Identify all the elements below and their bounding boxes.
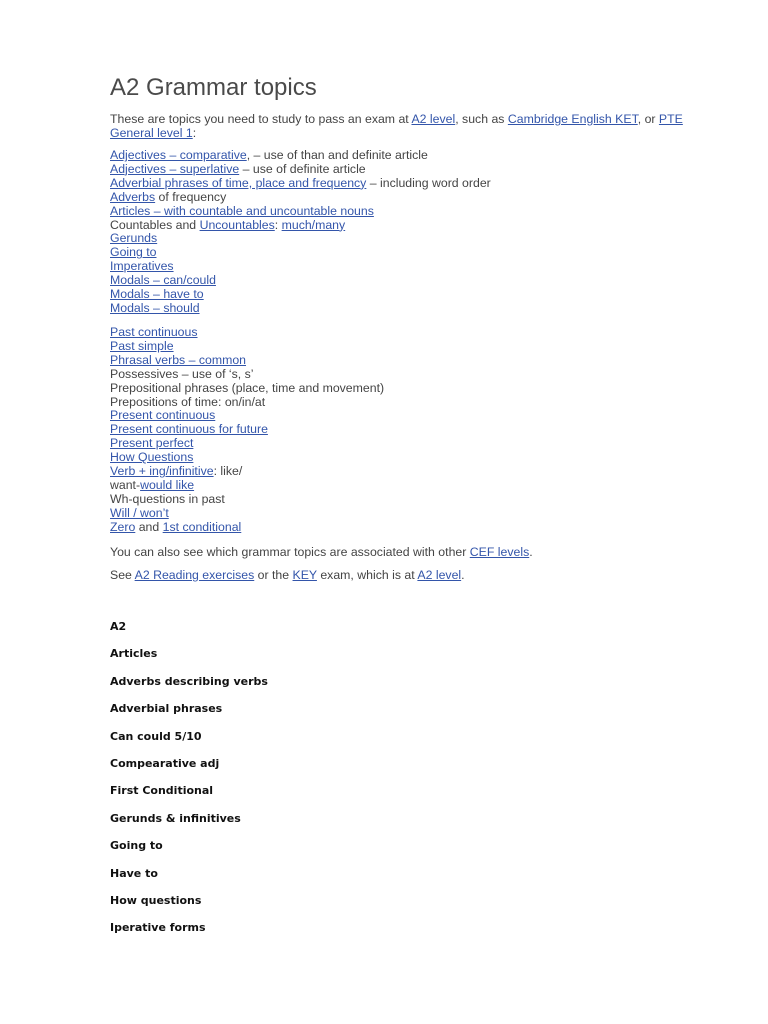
cef-levels-link[interactable]: CEF levels	[469, 545, 530, 559]
topic-item	[110, 177, 491, 191]
topic-text: and	[135, 519, 163, 534]
topic-item	[110, 409, 384, 423]
topic-link[interactable]: Modals – can/could	[110, 273, 216, 288]
topic-link[interactable]: Uncountables	[199, 217, 275, 232]
note-item: First Conditional	[110, 784, 214, 798]
topic-text: want-	[110, 477, 141, 492]
see-text: .	[461, 568, 465, 582]
topic-item	[110, 246, 491, 260]
topic-item	[110, 479, 384, 493]
topic-item	[110, 396, 384, 410]
cef-text: .	[529, 545, 533, 559]
topic-item	[110, 437, 384, 451]
topic-link[interactable]: Zero	[110, 519, 136, 534]
topic-item	[110, 260, 491, 274]
topic-link[interactable]: Going to	[110, 245, 157, 260]
intro-paragraph	[110, 112, 720, 140]
topic-link[interactable]: Adverbial phrases of time, place and frequency	[110, 175, 367, 190]
intro-text: These are topics you need to study to pass an exam at	[110, 112, 412, 126]
topic-item	[110, 288, 491, 302]
topic-item	[110, 163, 491, 177]
topic-item	[110, 326, 384, 340]
notes-list	[110, 620, 268, 949]
topic-link[interactable]: Present perfect	[110, 436, 194, 451]
topic-text: :	[274, 217, 282, 232]
topic-link[interactable]: Gerunds	[110, 231, 158, 246]
topic-link[interactable]: Modals – should	[110, 300, 200, 315]
topic-text: , – use of than and definite article	[246, 148, 428, 162]
see-paragraph	[110, 568, 465, 582]
topic-item	[110, 423, 384, 437]
topic-text: Possessives – use of ‘s, s’	[110, 366, 254, 381]
topic-link[interactable]: Will / won’t	[110, 505, 169, 520]
intro-text: , or	[637, 112, 659, 126]
cef-text: You can also see which grammar topics are associated with other	[110, 545, 470, 559]
topic-link[interactable]: Verb + ing/infinitive	[110, 464, 214, 479]
topic-item	[110, 274, 491, 288]
note-item: Adverbs describing verbs	[110, 674, 268, 688]
topic-text: Prepositional phrases (place, time and movement)	[110, 380, 385, 395]
topic-item	[110, 465, 384, 479]
topic-text: – including word order	[366, 175, 491, 190]
note-item: Can could 5/10	[110, 729, 202, 743]
topic-list-1	[110, 149, 491, 316]
see-text: or the	[254, 568, 293, 582]
topic-link[interactable]: Modals – have to	[110, 287, 204, 302]
a2-level-link-2[interactable]: A2 level	[417, 568, 462, 582]
note-item: Going to	[110, 839, 163, 853]
topic-item	[110, 149, 491, 163]
topic-item	[110, 354, 384, 368]
intro-text: :	[192, 126, 197, 140]
topic-text: Countables and	[110, 217, 200, 232]
topic-text: Wh-questions in past	[110, 491, 225, 506]
see-text: exam, which is at	[316, 568, 418, 582]
topic-item	[110, 507, 384, 521]
key-link[interactable]: KEY	[292, 568, 317, 582]
topic-link[interactable]: Adverbs	[110, 189, 156, 204]
topic-link[interactable]: How Questions	[110, 450, 194, 465]
topic-item	[110, 493, 384, 507]
topic-link[interactable]: Articles – with countable and uncountable nouns	[110, 203, 374, 218]
pte-general-link[interactable]: PTE General level 1	[110, 112, 683, 140]
topic-item	[110, 205, 491, 219]
topic-link[interactable]: Adjectives – superlative	[110, 161, 240, 176]
topic-link[interactable]: Past simple	[110, 338, 174, 353]
topic-list-2	[110, 326, 384, 535]
note-item: A2	[110, 620, 127, 633]
topic-item	[110, 302, 491, 316]
topic-link[interactable]: Phrasal verbs – common	[110, 352, 247, 367]
intro-text: , such as	[455, 112, 508, 126]
see-text: See	[110, 568, 135, 582]
topic-link[interactable]: Present continuous for future	[110, 422, 268, 437]
note-item: How questions	[110, 893, 202, 907]
topic-link[interactable]: Past continuous	[110, 325, 198, 339]
note-item: Have to	[110, 866, 158, 880]
note-item: Articles	[110, 647, 158, 661]
topic-text: of frequency	[155, 189, 227, 204]
note-item: Adverbial phrases	[110, 702, 223, 716]
topic-item	[110, 521, 384, 535]
a2-level-link[interactable]: A2 level	[411, 112, 456, 126]
cef-paragraph	[110, 545, 533, 559]
topic-item	[110, 219, 491, 233]
topic-link[interactable]: much/many	[281, 217, 346, 232]
topic-item	[110, 368, 384, 382]
topic-item	[110, 451, 384, 465]
topic-item	[110, 382, 384, 396]
topic-item	[110, 232, 491, 246]
topic-link[interactable]: Imperatives	[110, 259, 174, 274]
topic-link[interactable]: Adjectives – comparative	[110, 148, 247, 162]
page-title: A2 Grammar topics	[110, 74, 317, 101]
topic-text: : like/	[213, 464, 243, 479]
a2-reading-link[interactable]: A2 Reading exercises	[134, 568, 255, 582]
topic-item	[110, 191, 491, 205]
cambridge-ket-link[interactable]: Cambridge English KET	[507, 112, 638, 126]
topic-text: – use of definite article	[239, 161, 366, 176]
topic-link[interactable]: Present continuous	[110, 408, 216, 423]
note-item: Iperative forms	[110, 921, 206, 935]
topic-item	[110, 340, 384, 354]
note-item: Gerunds & infinitives	[110, 811, 241, 825]
topic-link[interactable]: would like	[140, 477, 195, 492]
note-item: Compearative adj	[110, 756, 220, 770]
topic-link[interactable]: 1st conditional	[162, 519, 242, 534]
topic-text: Prepositions of time: on/in/at	[110, 394, 266, 409]
